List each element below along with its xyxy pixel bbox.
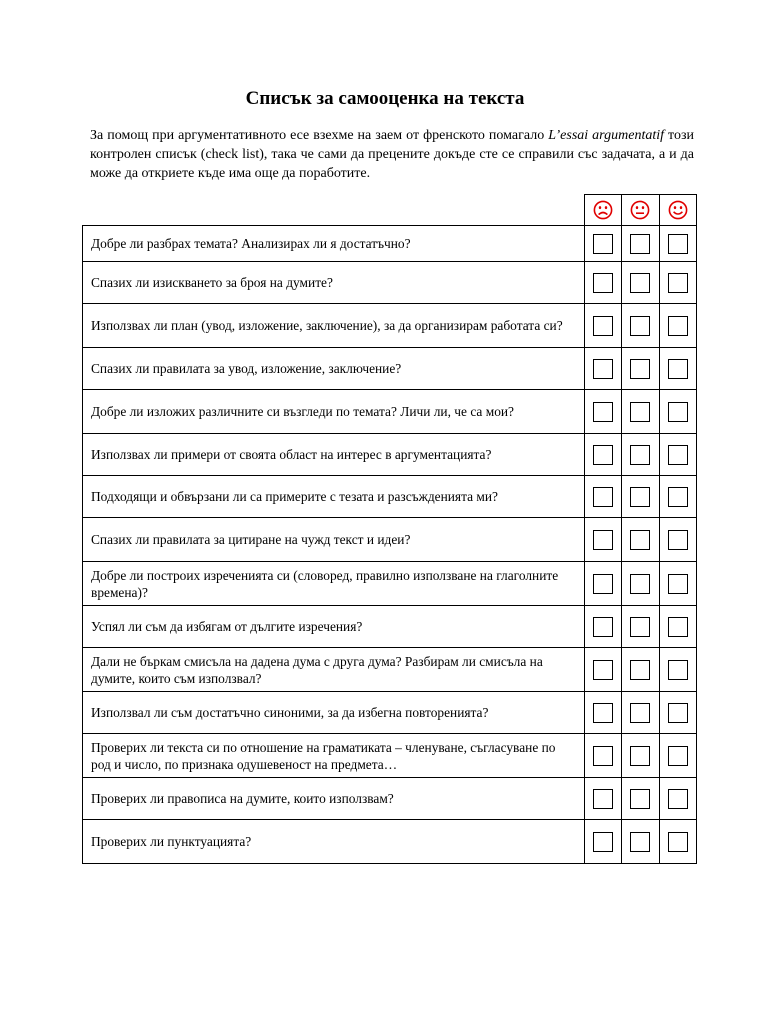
checkbox-happy[interactable] [668, 487, 688, 507]
checklist-row [83, 434, 697, 476]
rating-cell-sad [584, 476, 621, 518]
checkbox-happy[interactable] [668, 445, 688, 465]
intro-book-title: L’essai argumentatif [548, 128, 664, 143]
header-blank-cell [83, 195, 585, 226]
rating-cell-neutral [622, 518, 659, 562]
checklist-row [83, 348, 697, 390]
checkbox-happy[interactable] [668, 703, 688, 723]
checkbox-happy[interactable] [668, 234, 688, 254]
checkbox-happy[interactable] [668, 789, 688, 809]
self-assessment-checklist [82, 194, 697, 864]
rating-cell-happy [659, 734, 696, 778]
question-text: Спазих ли изискването за броя на думите? [83, 262, 585, 304]
rating-cell-sad [584, 778, 621, 820]
checkbox-sad[interactable] [593, 832, 613, 852]
checkbox-sad[interactable] [593, 703, 613, 723]
checkbox-neutral[interactable] [630, 789, 650, 809]
checklist-row [83, 648, 697, 692]
checkbox-neutral[interactable] [630, 617, 650, 637]
rating-cell-happy [659, 390, 696, 434]
rating-cell-happy [659, 434, 696, 476]
rating-cell-sad [584, 648, 621, 692]
checkbox-sad[interactable] [593, 402, 613, 422]
question-text: Проверих ли пунктуацията? [83, 820, 585, 864]
checkbox-happy[interactable] [668, 273, 688, 293]
rating-cell-neutral [622, 304, 659, 348]
rating-cell-happy [659, 606, 696, 648]
rating-cell-neutral [622, 348, 659, 390]
rating-cell-neutral [622, 820, 659, 864]
checklist-row [83, 734, 697, 778]
rating-cell-sad [584, 734, 621, 778]
checkbox-sad[interactable] [593, 359, 613, 379]
checkbox-sad[interactable] [593, 234, 613, 254]
rating-cell-sad [584, 820, 621, 864]
checkbox-sad[interactable] [593, 574, 613, 594]
checklist-row [83, 390, 697, 434]
checkbox-neutral[interactable] [630, 273, 650, 293]
checkbox-sad[interactable] [593, 273, 613, 293]
checkbox-happy[interactable] [668, 832, 688, 852]
question-text: Проверих ли текста си по отношение на граматиката – членуване, съгласуване по род и число, по признака одушевеност на предмета… [83, 734, 585, 778]
checkbox-neutral[interactable] [630, 487, 650, 507]
rating-cell-happy [659, 226, 696, 262]
checkbox-happy[interactable] [668, 660, 688, 680]
rating-cell-neutral [622, 606, 659, 648]
checklist-body [83, 195, 697, 864]
rating-cell-neutral [622, 390, 659, 434]
rating-cell-sad [584, 518, 621, 562]
rating-cell-happy [659, 820, 696, 864]
rating-cell-happy [659, 648, 696, 692]
checklist-row [83, 226, 697, 262]
checkbox-neutral[interactable] [630, 703, 650, 723]
checkbox-happy[interactable] [668, 746, 688, 766]
rating-cell-neutral [622, 734, 659, 778]
question-text: Подходящи и обвързани ли са примерите с тезата и разсъжденията ми? [83, 476, 585, 518]
checkbox-neutral[interactable] [630, 445, 650, 465]
checkbox-happy[interactable] [668, 316, 688, 336]
checklist-row [83, 692, 697, 734]
checklist-row [83, 562, 697, 606]
checkbox-neutral[interactable] [630, 660, 650, 680]
checklist-header-row [83, 195, 697, 226]
checklist-row [83, 304, 697, 348]
question-text: Използвах ли примери от своята област на интерес в аргументацията? [83, 434, 585, 476]
checkbox-happy[interactable] [668, 617, 688, 637]
question-text: Успял ли съм да избягам от дългите изречения? [83, 606, 585, 648]
rating-cell-happy [659, 692, 696, 734]
checkbox-sad[interactable] [593, 530, 613, 550]
sad-face-icon [593, 200, 613, 220]
rating-cell-neutral [622, 262, 659, 304]
intro-text-after: този контролен списък (check list), така че сами да прецените докъде сте се справили със задачата, а и да може да откриете къде има още да поработите. [90, 128, 694, 181]
checkbox-happy[interactable] [668, 574, 688, 594]
checkbox-neutral[interactable] [630, 316, 650, 336]
page-title: Списък за самооценка на текста [245, 88, 525, 109]
checkbox-sad[interactable] [593, 487, 613, 507]
question-text: Проверих ли правописа на думите, които използвам? [83, 778, 585, 820]
rating-cell-happy [659, 262, 696, 304]
rating-cell-sad [584, 692, 621, 734]
question-text: Добре ли разбрах темата? Анализирах ли я достатъчно? [83, 226, 585, 262]
checkbox-neutral[interactable] [630, 832, 650, 852]
checkbox-happy[interactable] [668, 359, 688, 379]
header-cell-neutral [622, 195, 659, 226]
checkbox-neutral[interactable] [630, 234, 650, 254]
rating-cell-happy [659, 518, 696, 562]
rating-cell-sad [584, 606, 621, 648]
rating-cell-neutral [622, 562, 659, 606]
question-text: Спазих ли правилата за цитиране на чужд текст и идеи? [83, 518, 585, 562]
rating-cell-happy [659, 304, 696, 348]
checkbox-sad[interactable] [593, 746, 613, 766]
header-cell-sad [584, 195, 621, 226]
rating-cell-neutral [622, 648, 659, 692]
checkbox-sad[interactable] [593, 660, 613, 680]
checklist-row [83, 518, 697, 562]
checklist-row [83, 476, 697, 518]
checkbox-happy[interactable] [668, 530, 688, 550]
rating-cell-neutral [622, 778, 659, 820]
checkbox-neutral[interactable] [630, 530, 650, 550]
checkbox-neutral[interactable] [630, 574, 650, 594]
question-text: Дали не бъркам смисъла на дадена дума с друга дума? Разбирам ли смисъла на думите, които съм използвал? [83, 648, 585, 692]
question-text: Използвал ли съм достатъчно синоними, за да избегна повторенията? [83, 692, 585, 734]
rating-cell-sad [584, 262, 621, 304]
rating-cell-happy [659, 778, 696, 820]
checkbox-happy[interactable] [668, 402, 688, 422]
checkbox-neutral[interactable] [630, 402, 650, 422]
checklist-row [83, 820, 697, 864]
checklist-row [83, 606, 697, 648]
rating-cell-sad [584, 304, 621, 348]
question-text: Добре ли изложих различните си възгледи по темата? Личи ли, че са мои? [83, 390, 585, 434]
intro-text-before: За помощ при аргументативното есе взехме на заем от френското помагало [90, 128, 549, 143]
rating-cell-happy [659, 348, 696, 390]
rating-cell-sad [584, 434, 621, 476]
checkbox-sad[interactable] [593, 789, 613, 809]
question-text: Използвах ли план (увод, изложение, заключение), за да организирам работата си? [83, 304, 585, 348]
neutral-face-icon [630, 200, 650, 220]
rating-cell-neutral [622, 434, 659, 476]
checkbox-sad[interactable] [593, 316, 613, 336]
checklist-row [83, 262, 697, 304]
rating-cell-sad [584, 226, 621, 262]
intro-paragraph [90, 126, 694, 183]
checkbox-sad[interactable] [593, 617, 613, 637]
checklist-row [83, 778, 697, 820]
checkbox-sad[interactable] [593, 445, 613, 465]
checkbox-neutral[interactable] [630, 746, 650, 766]
rating-cell-sad [584, 562, 621, 606]
happy-face-icon [668, 200, 688, 220]
rating-cell-sad [584, 390, 621, 434]
rating-cell-sad [584, 348, 621, 390]
rating-cell-happy [659, 562, 696, 606]
rating-cell-neutral [622, 226, 659, 262]
rating-cell-happy [659, 476, 696, 518]
checkbox-neutral[interactable] [630, 359, 650, 379]
header-cell-happy [659, 195, 696, 226]
question-text: Спазих ли правилата за увод, изложение, заключение? [83, 348, 585, 390]
rating-cell-neutral [622, 692, 659, 734]
rating-cell-neutral [622, 476, 659, 518]
question-text: Добре ли построих изреченията си (словоред, правилно използване на глаголните времена)? [83, 562, 585, 606]
